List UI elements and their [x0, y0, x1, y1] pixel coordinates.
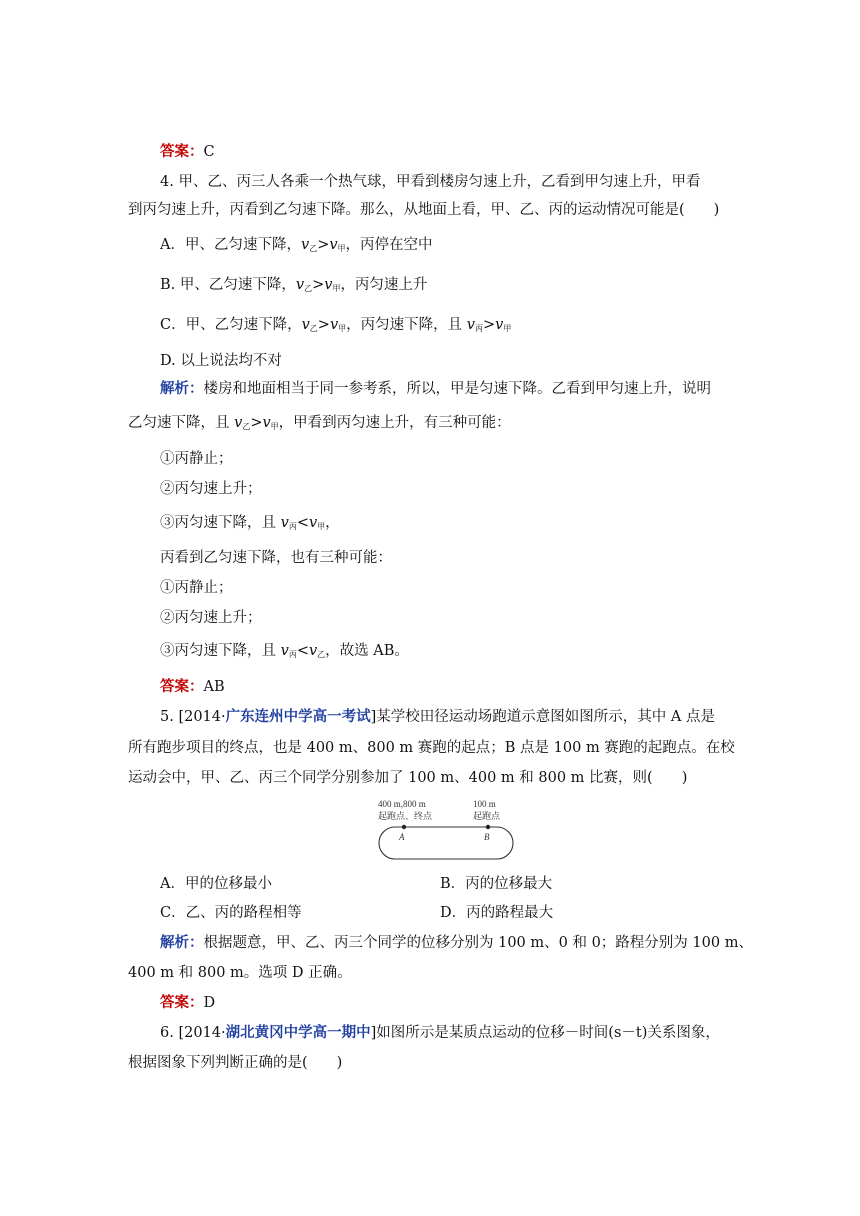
answer-q5	[160, 993, 215, 1013]
point-a-label: A	[399, 832, 405, 842]
answer-q3	[160, 142, 215, 162]
answer-value: D	[203, 995, 216, 1011]
answer-value: AB	[203, 679, 225, 695]
q5-option-b: B．丙的位移最大	[440, 876, 553, 892]
q5-option-c: C．乙、丙的路程相等	[160, 905, 302, 921]
q4-option-b: B. 甲、乙匀速下降，$v_乙>v_甲$，丙匀速上升	[160, 277, 428, 293]
q4-option-c: C．甲、乙匀速下降，$v_乙>v_甲$，丙匀速下降，且 $v_丙>v_甲$	[160, 317, 512, 333]
q4-option-d: D. 以上说法均不对	[160, 353, 282, 369]
q5-options-row1	[160, 874, 272, 894]
label-a-line2: 起跑点、终点	[378, 811, 433, 821]
q5-source: 广东连州中学高一考试	[225, 709, 371, 725]
solution-q4-case3b: ③丙匀速下降，且 $v_丙<v_乙$，故选 AB。	[160, 643, 409, 659]
q6-stem-line1: 6. [2014·湖北黄冈中学高一期中]如图所示是某质点运动的位移－时间(s－t)关系图象，	[160, 1025, 720, 1041]
solution-q4-line1: 解析：楼房和地面相当于同一参考系，所以，甲是匀速下降。乙看到甲匀速上升，说明	[160, 381, 711, 397]
label-a-line1: 400 m,800 m	[378, 799, 426, 809]
solution-q4-case3: ③丙匀速下降，且 $v_丙<v_甲$，	[160, 515, 340, 531]
track-diagram	[370, 798, 520, 864]
q6-source: 湖北黄冈中学高一期中	[225, 1025, 371, 1041]
label-b-line2: 起跑点	[473, 811, 501, 821]
q5-stem-line2: 所有跑步项目的终点，也是 400 m、800 m 赛跑的起点；B 点是 100 m 赛跑的起跑点。在校	[128, 740, 735, 756]
solution-q4-case1b: ①丙静止；	[160, 580, 233, 596]
solution-q5-line2: 400 m 和 800 m。选项 D 正确。	[128, 965, 352, 981]
solution-q4-case2b: ②丙匀速上升；	[160, 610, 262, 626]
solution-q5-line1: 解析：根据题意，甲、乙、丙三个同学的位移分别为 100 m、0 和 0；路程分别为 100 m、	[160, 935, 753, 951]
answer-q4	[160, 677, 225, 697]
solution-label: 解析：	[160, 935, 204, 951]
answer-label: 答案：	[160, 144, 204, 160]
solution-label: 解析：	[160, 381, 204, 397]
q5-option-d: D．丙的路程最大	[440, 905, 554, 921]
q5-stem-line1: 5. [2014·广东连州中学高一考试]某学校田径运动场跑道示意图如图所示，其中 A 点是	[160, 709, 715, 725]
q5-stem-line3: 运动会中，甲、乙、丙三个同学分别参加了 100 m、400 m 和 800 m 比赛，则( )	[128, 770, 688, 786]
q6-stem-line2: 根据图象下列判断正确的是( )	[128, 1055, 343, 1071]
point-b-dot	[486, 825, 490, 829]
answer-label: 答案：	[160, 995, 204, 1011]
q4-option-a: A．甲、乙匀速下降，$v_乙>v_甲$，丙停在空中	[160, 237, 433, 253]
q5-option-a: A．甲的位移最小	[160, 876, 272, 892]
solution-q4-case1: ①丙静止；	[160, 451, 233, 467]
solution-q4-line3: 丙看到乙匀速下降，也有三种可能：	[160, 550, 392, 566]
point-b-label: B	[484, 832, 490, 842]
point-a-dot	[402, 825, 406, 829]
label-b-line1: 100 m	[473, 799, 496, 809]
q4-stem-line1: 4. 甲、乙、丙三人各乘一个热气球，甲看到楼房匀速上升，乙看到甲匀速上升，甲看	[160, 174, 701, 190]
answer-value: C	[203, 144, 215, 160]
solution-q4-case2: ②丙匀速上升；	[160, 481, 262, 497]
answer-label: 答案：	[160, 679, 204, 695]
solution-q4-line2: 乙匀速下降，且 $v_乙>v_甲$，甲看到丙匀速上升，有三种可能：	[128, 415, 511, 431]
q4-stem-line2: 到丙匀速上升，丙看到乙匀速下降。那么，从地面上看，甲、乙、丙的运动情况可能是( )	[128, 202, 720, 218]
